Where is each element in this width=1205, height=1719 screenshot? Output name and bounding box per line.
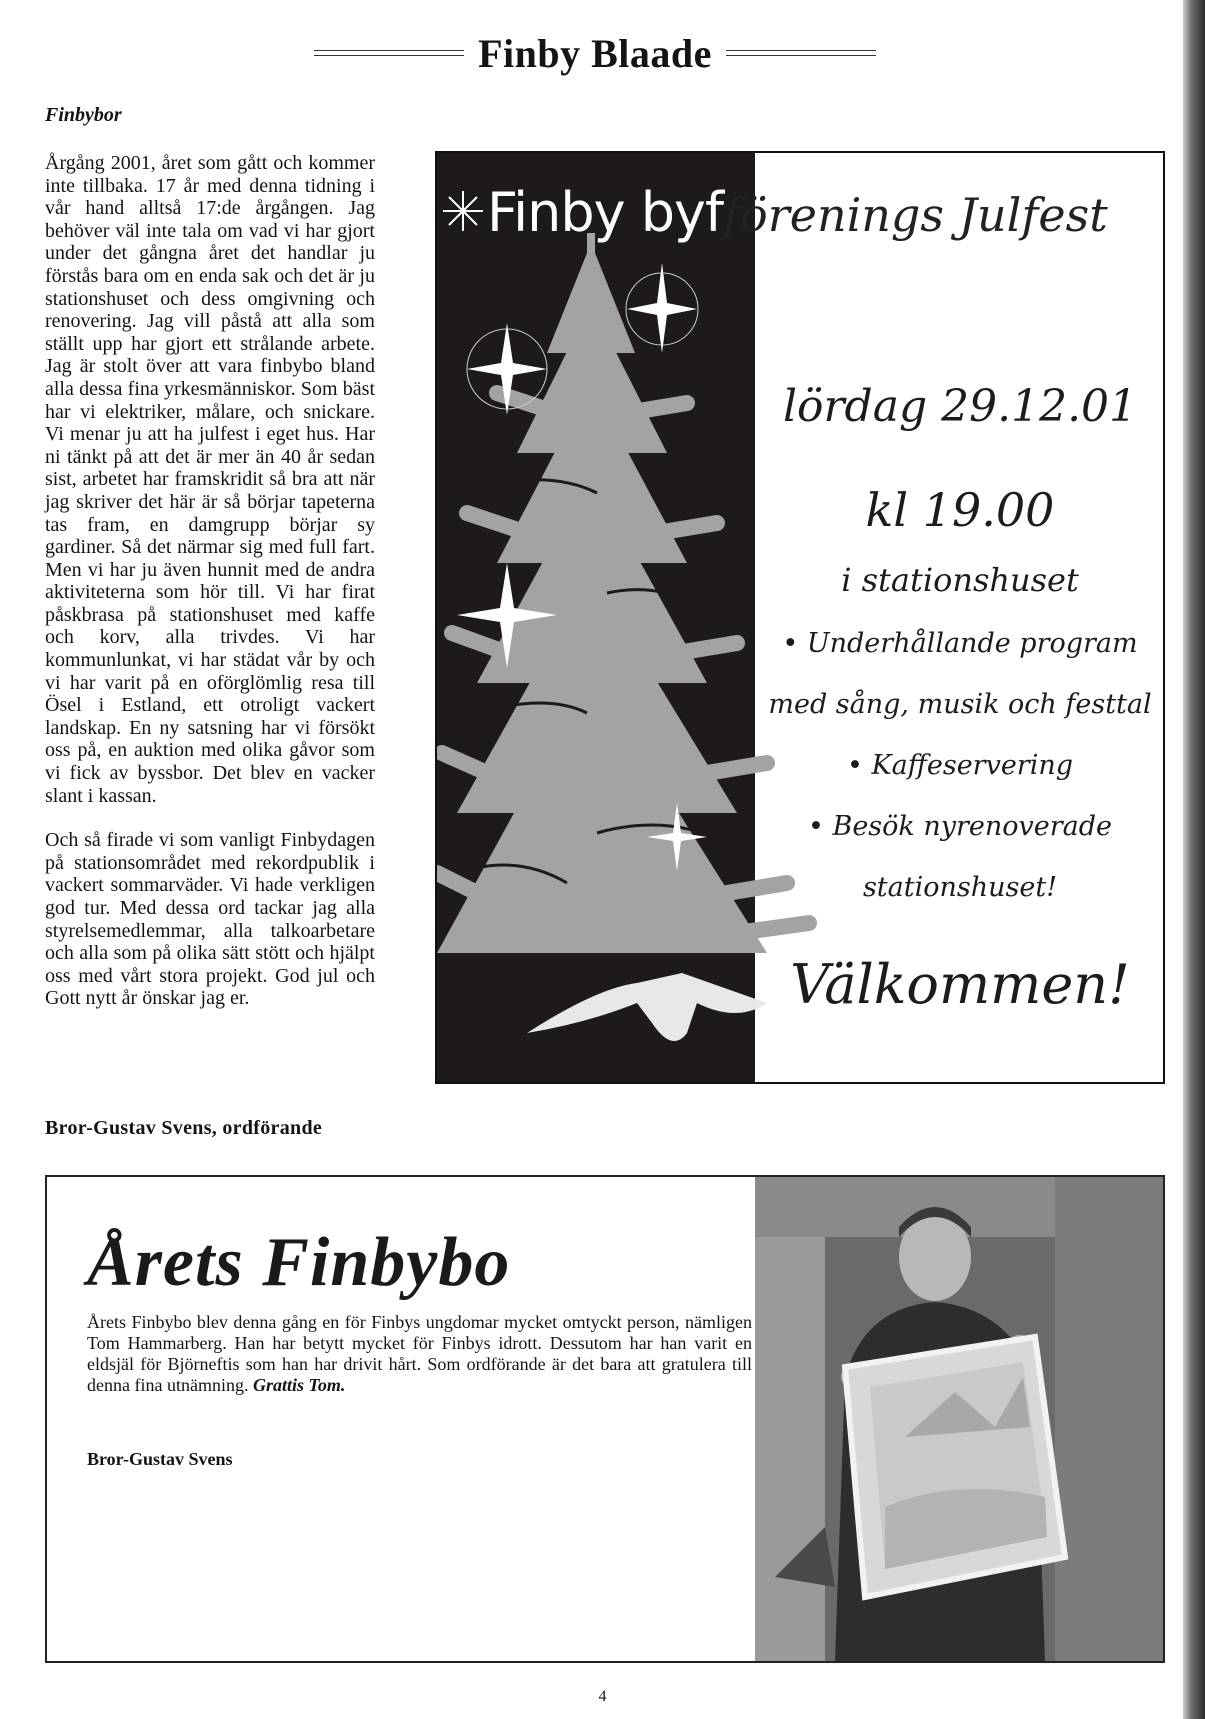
article-signature: Bror-Gustav Svens, ordförande (45, 1117, 323, 1139)
poster-welcome: Välkommen! (790, 953, 1130, 1016)
poster-program-item: stationshuset! (862, 872, 1058, 903)
award-photo (755, 1177, 1163, 1661)
masthead-rule-left (314, 50, 464, 56)
article-paragraph-2: Och så firade vi som vanligt Finbydagen på stationsområdet med rekordpublik i vackert sommarväder. Vi hade verkligen god tur. Med dessa ord tackar jag alla styrelsemedlemmar, alla talkoarbetare och alla som på olika sätt stött och hjälpt oss med vårt stora projekt. God jul och Gott nytt år önskar jag er. (45, 829, 375, 1010)
julfest-poster (435, 151, 1165, 1084)
star-icon (441, 189, 485, 233)
award-box (45, 1175, 1165, 1663)
page-number: 4 (598, 1688, 607, 1705)
poster-time: kl 19.00 (865, 483, 1055, 537)
award-signature: Bror-Gustav Svens (87, 1449, 233, 1469)
article-paragraph-1: Årgång 2001, året som gått och kommer inte tillbaka. 17 år med denna tidning i vår hand alltså 17:de årgången. Jag behöver väl inte tala om vad vi har gjort under det gångna året det handlar ju förstås bara om en enda sak och det är ju stationshuset och dess omgivning och renovering. Jag vill påstå att alla som ställt upp har gjort ett strålande arbete. Jag är stolt över att vara finbybo bland alla dessa fina yrkesmänniskor. Som bäst har vi elektriker, målare, och snickare. Vi menar ju att ha julfest i eget hus. Har ni tänkt på att det är mer än 40 år sedan sist, arbetet har framskridit så bra att när jag skriver det här är så börjar tapeterna tas fram, en damgrupp börjar sy gardiner. Så det närmar sig med full fart. Men vi har ju även hunnit med de andra aktiviteterna som hör till. Vi har firat påskbrasa på stationshuset med kaffe och korv, alla trivdes. Vi har kommunlunkat, vi har städat vår by och vi har varit på en oförglömlig resa till Ösel i Estland, ett otroligt vackert landskap. En ny satsning har vi försökt oss på, en auktion med olika gåvor som vi fick av byssbor. Det blev en vacker slant i kassan. (45, 152, 375, 807)
person-with-painting-photo (755, 1177, 1163, 1661)
poster-program-item: • Underhållande program (782, 628, 1138, 659)
poster-place: i stationshuset (841, 561, 1079, 599)
award-text (87, 1312, 752, 1396)
poster-title (487, 181, 1165, 244)
poster-title-sans: Finby byf (487, 181, 724, 244)
masthead-rule-right (726, 50, 876, 56)
masthead-title: Finby Blaade (478, 30, 712, 76)
poster-program-item: • Besök nyrenoverade (807, 811, 1113, 842)
article (45, 152, 375, 1032)
poster-date: lördag 29.12.01 (782, 381, 1138, 432)
poster-program-item: med sång, musik och festtal (768, 689, 1152, 720)
award-body: Årets Finbybo blev denna gång en för Finbys ungdomar mycket omtyckt person, nämligen Tom Hammarberg. Han har betytt mycket för Finbys idrott. Dessutom har han varit en eldsjäl för Björneftis som han har drivit hårt. Som ordförande är det bara att gratulera till denna fina utnämning. (87, 1312, 752, 1395)
award-title: Årets Finbybo (87, 1224, 511, 1301)
page-edge-shadow (1183, 0, 1205, 1719)
poster-program-item: • Kaffeservering (846, 750, 1074, 781)
poster-program-list (755, 613, 1165, 918)
award-grattis: Grattis Tom. (252, 1375, 346, 1395)
poster-title-script: förenings Julfest (723, 188, 1108, 242)
masthead (300, 28, 890, 78)
section-label: Finbybor (45, 104, 122, 126)
